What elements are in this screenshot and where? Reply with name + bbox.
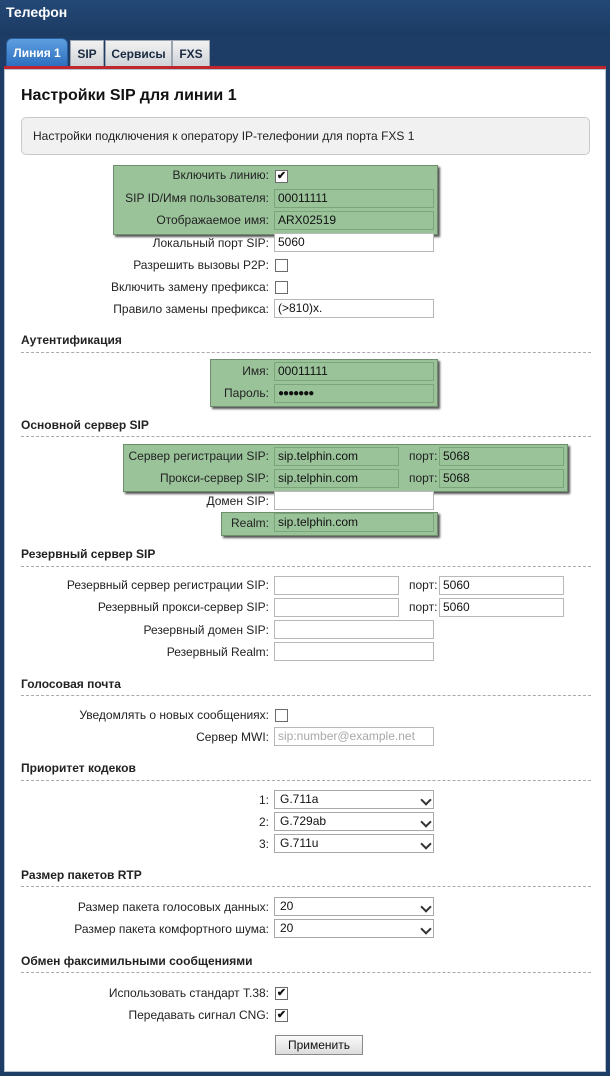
- sip-id-input[interactable]: 00011111: [274, 189, 434, 208]
- backup-proxy-port-input[interactable]: 5060: [439, 598, 564, 617]
- t38-label: Использовать стандарт T.38:: [108, 986, 269, 1000]
- prefix-enable-label: Включить замену префикса:: [110, 280, 269, 294]
- page-title: Настройки SIP для линии 1: [21, 87, 237, 104]
- apply-button[interactable]: Применить: [275, 1035, 363, 1055]
- chevron-down-icon: [420, 794, 431, 805]
- backup-domain-input[interactable]: [274, 620, 434, 639]
- divider: [21, 436, 591, 437]
- p2p-checkbox[interactable]: [275, 259, 288, 272]
- tab-fxs[interactable]: FXS: [172, 40, 210, 66]
- auth-password-label: Пароль:: [224, 386, 269, 400]
- voice-packet-label: Размер пакета голосовых данных:: [77, 900, 269, 914]
- fax-section-title: Обмен факсимильными сообщениями: [21, 954, 253, 968]
- proxy-input[interactable]: sip.telphin.com: [274, 469, 399, 488]
- backup-domain-label: Резервный домен SIP:: [143, 623, 269, 637]
- chevron-down-icon: [420, 838, 431, 849]
- info-box: Настройки подключения к оператору IP-телефонии для порта FXS 1: [21, 117, 590, 155]
- auth-section-title: Аутентификация: [21, 333, 122, 347]
- realm-label: Realm:: [230, 516, 269, 530]
- display-name-label: Отображаемое имя:: [156, 213, 269, 227]
- registrar-port-label: порт:: [409, 449, 438, 463]
- notify-checkbox[interactable]: [275, 709, 288, 722]
- backup-registrar-port-input[interactable]: 5060: [439, 576, 564, 595]
- codec-2-select[interactable]: [274, 812, 434, 831]
- codec-3-label: 3:: [258, 837, 269, 851]
- registrar-label: Сервер регистрации SIP:: [128, 449, 269, 463]
- registrar-port-input[interactable]: 5068: [439, 447, 564, 466]
- realm-input[interactable]: sip.telphin.com: [274, 513, 434, 532]
- t38-checkbox[interactable]: [275, 987, 288, 1000]
- mwi-label: Сервер MWI:: [196, 730, 269, 744]
- tab-line-1[interactable]: Линия 1: [6, 38, 68, 66]
- divider: [21, 780, 591, 781]
- codec-2-label: 2:: [258, 815, 269, 829]
- voicemail-section-title: Голосовая почта: [21, 677, 121, 691]
- prefix-enable-checkbox[interactable]: [275, 281, 288, 294]
- codec-2-value: G.729ab: [280, 814, 327, 828]
- noise-packet-label: Размер пакета комфортного шума:: [74, 922, 269, 936]
- backup-proxy-input[interactable]: [274, 598, 399, 617]
- domain-label: Домен SIP:: [206, 494, 269, 508]
- backup-proxy-label: Резервный прокси-сервер SIP:: [97, 600, 269, 614]
- local-port-input[interactable]: 5060: [274, 233, 434, 252]
- top-bar: [0, 0, 610, 36]
- proxy-label: Прокси-сервер SIP:: [159, 471, 269, 485]
- tab-sip[interactable]: SIP: [70, 40, 104, 66]
- chevron-down-icon: [420, 816, 431, 827]
- backup-registrar-input[interactable]: [274, 576, 399, 595]
- codec-3-value: G.711u: [280, 836, 319, 850]
- rtp-section-title: Размер пакетов RTP: [21, 868, 142, 882]
- main-server-section-title: Основной сервер SIP: [21, 418, 149, 432]
- prefix-rule-label: Правило замены префикса:: [113, 302, 269, 316]
- mwi-input[interactable]: sip:number@example.net: [274, 727, 434, 746]
- app-title: Телефон: [6, 4, 68, 20]
- auth-name-label: Имя:: [242, 364, 269, 378]
- codec-1-value: G.711a: [280, 792, 319, 806]
- backup-proxy-port-label: порт:: [409, 600, 438, 614]
- codecs-section-title: Приоритет кодеков: [21, 761, 136, 775]
- cng-checkbox[interactable]: [275, 1009, 288, 1022]
- divider: [21, 886, 591, 887]
- local-port-label: Локальный порт SIP:: [152, 236, 269, 250]
- backup-server-section-title: Резервный сервер SIP: [21, 547, 156, 561]
- auth-password-input[interactable]: ●●●●●●●: [274, 384, 434, 403]
- noise-packet-value: 20: [280, 921, 294, 935]
- domain-input[interactable]: [274, 491, 434, 510]
- notify-label: Уведомлять о новых сообщениях:: [79, 708, 269, 722]
- codec-1-select[interactable]: [274, 790, 434, 809]
- sip-id-label: SIP ID/Имя пользователя:: [125, 191, 269, 205]
- enable-line-checkbox[interactable]: [275, 170, 288, 183]
- backup-realm-label: Резервный Realm:: [166, 645, 269, 659]
- backup-registrar-label: Резервный сервер регистрации SIP:: [66, 578, 269, 592]
- codec-3-select[interactable]: [274, 834, 434, 853]
- auth-name-input[interactable]: 00011111: [274, 362, 434, 381]
- tab-services[interactable]: Сервисы: [105, 40, 172, 66]
- divider: [21, 972, 591, 973]
- prefix-rule-input[interactable]: (>810)x.: [274, 299, 434, 318]
- proxy-port-input[interactable]: 5068: [439, 469, 564, 488]
- check-icon: ✔: [276, 1009, 287, 1021]
- enable-line-label: Включить линию:: [172, 168, 269, 182]
- voice-packet-value: 20: [280, 899, 294, 913]
- check-icon: ✔: [276, 987, 287, 999]
- registrar-input[interactable]: sip.telphin.com: [274, 447, 399, 466]
- codec-1-label: 1:: [258, 793, 269, 807]
- voice-packet-select[interactable]: [274, 897, 434, 916]
- chevron-down-icon: [420, 923, 431, 934]
- divider: [21, 352, 591, 353]
- settings-panel: [4, 69, 606, 1072]
- cng-label: Передавать сигнал CNG:: [128, 1008, 269, 1022]
- noise-packet-select[interactable]: [274, 919, 434, 938]
- check-icon: ✔: [276, 170, 287, 182]
- display-name-input[interactable]: ARX02519: [274, 211, 434, 230]
- divider: [21, 566, 591, 567]
- proxy-port-label: порт:: [409, 471, 438, 485]
- backup-registrar-port-label: порт:: [409, 578, 438, 592]
- divider: [21, 695, 591, 696]
- chevron-down-icon: [420, 901, 431, 912]
- p2p-label: Разрешить вызовы P2P:: [133, 258, 269, 272]
- backup-realm-input[interactable]: [274, 642, 434, 661]
